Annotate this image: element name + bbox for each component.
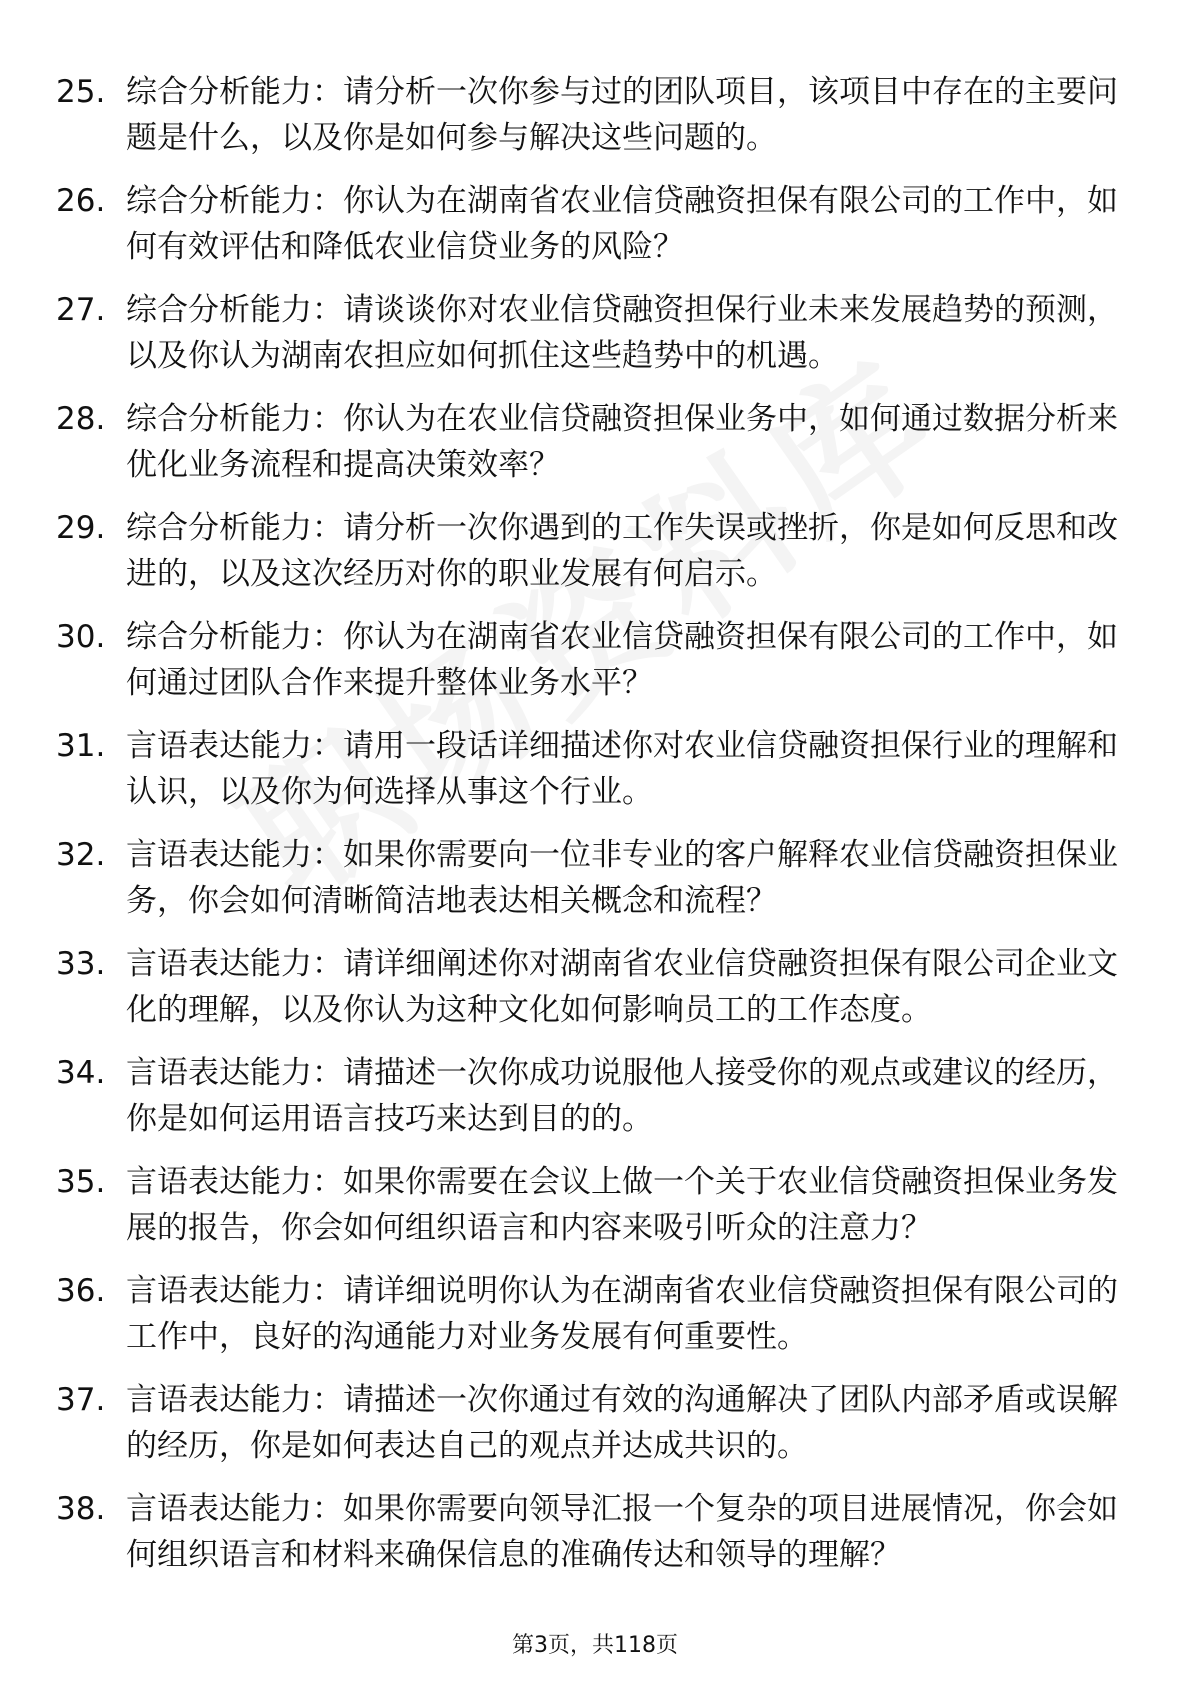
question-item: [56, 615, 1136, 706]
question-number: 38.: [56, 1491, 106, 1527]
question-item: [56, 1487, 1136, 1578]
question-text: 言语表达能力：如果你需要向领导汇报一个复杂的项目进展情况，你会如何组织语言和材料来确保信息的准确传达和领导的理解？: [126, 1491, 1118, 1573]
question-list: [56, 70, 1136, 1596]
question-text: 综合分析能力：你认为在湖南省农业信贷融资担保有限公司的工作中，如何有效评估和降低农业信贷业务的风险？: [126, 183, 1118, 265]
question-text: 言语表达能力：请用一段话详细描述你对农业信贷融资担保行业的理解和认识，以及你为何选择从事这个行业。: [126, 728, 1118, 810]
question-item: [56, 288, 1136, 379]
question-text: 言语表达能力：如果你需要向一位非专业的客户解释农业信贷融资担保业务，你会如何清晰简洁地表达相关概念和流程？: [126, 837, 1118, 919]
question-text: 综合分析能力：你认为在湖南省农业信贷融资担保有限公司的工作中，如何通过团队合作来提升整体业务水平？: [126, 619, 1118, 701]
question-number: 36.: [56, 1273, 106, 1309]
question-text: 综合分析能力：请分析一次你遇到的工作失误或挫折，你是如何反思和改进的，以及这次经历对你的职业发展有何启示。: [126, 510, 1118, 592]
question-number: 28.: [56, 401, 106, 437]
question-number: 34.: [56, 1055, 106, 1091]
question-text: 言语表达能力：请详细阐述你对湖南省农业信贷融资担保有限公司企业文化的理解，以及你认为这种文化如何影响员工的工作态度。: [126, 946, 1118, 1028]
question-number: 26.: [56, 183, 106, 219]
question-number: 32.: [56, 837, 106, 873]
question-item: [56, 1378, 1136, 1469]
question-number: 35.: [56, 1164, 106, 1200]
question-number: 30.: [56, 619, 106, 655]
question-text: 综合分析能力：你认为在农业信贷融资担保业务中，如何通过数据分析来优化业务流程和提高决策效率？: [126, 401, 1118, 483]
question-item: [56, 179, 1136, 270]
question-item: [56, 397, 1136, 488]
question-number: 37.: [56, 1382, 106, 1418]
question-number: 25.: [56, 74, 106, 110]
question-text: 综合分析能力：请分析一次你参与过的团队项目，该项目中存在的主要问题是什么，以及你是如何参与解决这些问题的。: [126, 74, 1118, 156]
question-item: [56, 70, 1136, 161]
question-number: 29.: [56, 510, 106, 546]
question-item: [56, 1160, 1136, 1251]
question-item: [56, 833, 1136, 924]
question-text: 言语表达能力：请描述一次你成功说服他人接受你的观点或建议的经历，你是如何运用语言技巧来达到目的的。: [126, 1055, 1118, 1137]
question-item: [56, 506, 1136, 597]
question-item: [56, 1051, 1136, 1142]
question-item: [56, 1269, 1136, 1360]
question-item: [56, 942, 1136, 1033]
page-footer: 第3页，共118页: [512, 1633, 678, 1658]
question-number: 31.: [56, 728, 106, 764]
question-text: 言语表达能力：请描述一次你通过有效的沟通解决了团队内部矛盾或误解的经历，你是如何表达自己的观点并达成共识的。: [126, 1382, 1118, 1464]
question-text: 综合分析能力：请谈谈你对农业信贷融资担保行业未来发展趋势的预测，以及你认为湖南农担应如何抓住这些趋势中的机遇。: [126, 292, 1118, 374]
question-number: 27.: [56, 292, 106, 328]
question-number: 33.: [56, 946, 106, 982]
question-text: 言语表达能力：请详细说明你认为在湖南省农业信贷融资担保有限公司的工作中，良好的沟通能力对业务发展有何重要性。: [126, 1273, 1118, 1355]
question-text: 言语表达能力：如果你需要在会议上做一个关于农业信贷融资担保业务发展的报告，你会如何组织语言和内容来吸引听众的注意力？: [126, 1164, 1118, 1246]
question-item: [56, 724, 1136, 815]
